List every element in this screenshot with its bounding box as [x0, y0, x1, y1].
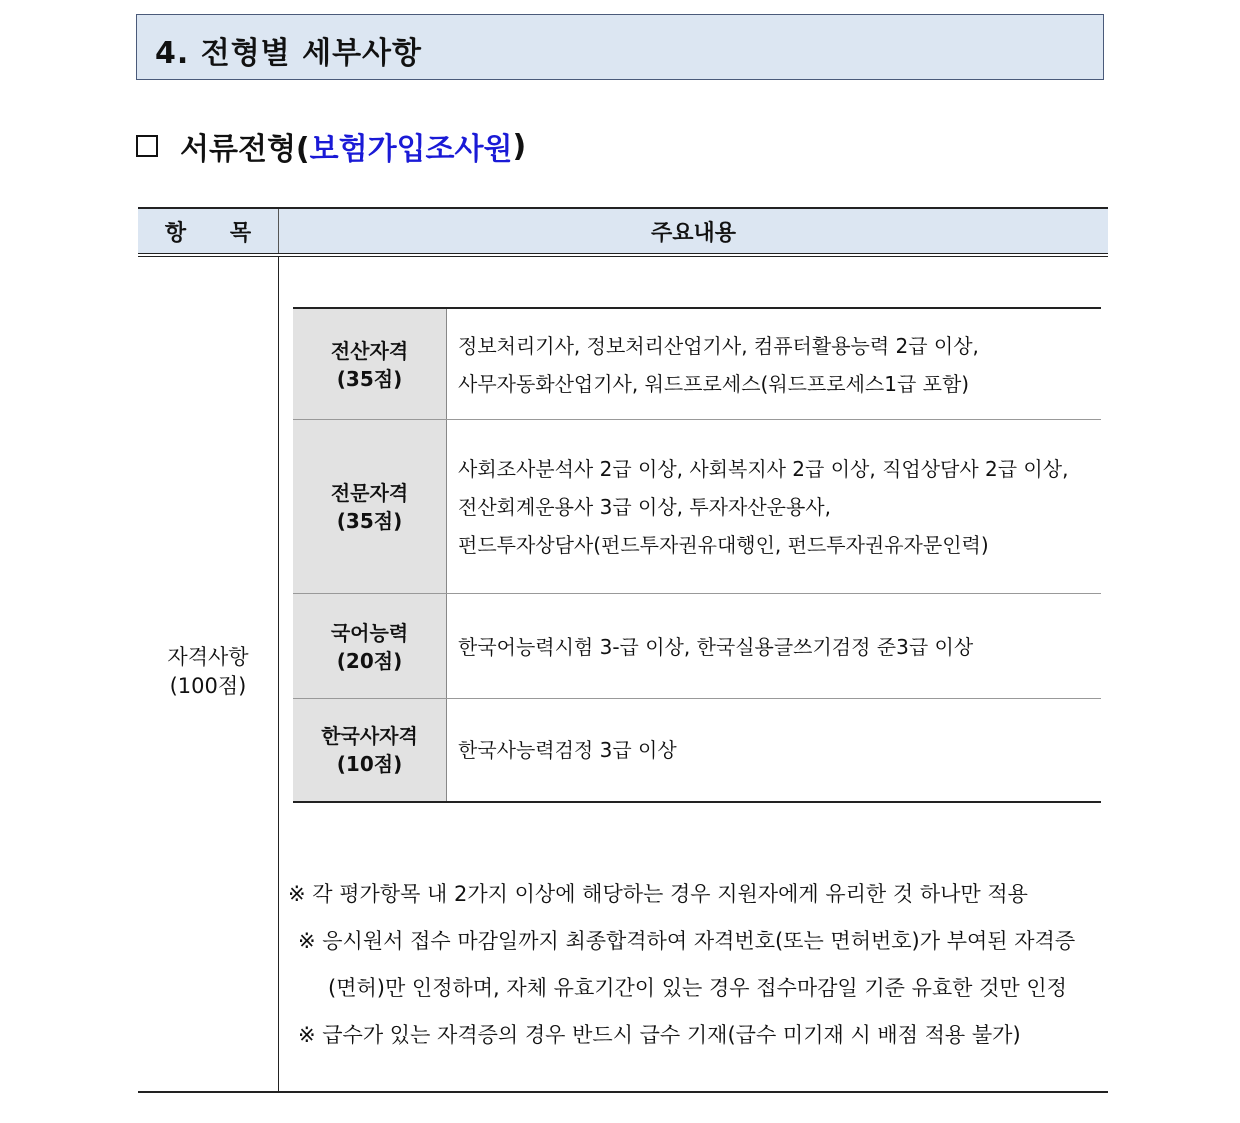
category-name: 자격사항: [167, 645, 249, 669]
table-header: [138, 207, 1108, 253]
row-content: 한국사능력검정 3급 이상: [458, 738, 677, 762]
row-content: 사회조사분석사 2급 이상, 사회복지사 2급 이상, 직업상담사 2급 이상, 전산회계운용사 3급 이상, 투자자산운용사, 펀드투자상담사(펀드투자권유대행인, 펀드투자권유자문인력): [458, 457, 1069, 557]
subheading-suffix: ): [512, 128, 527, 164]
note-line: ※ 각 평가항목 내 2가지 이상에 해당하는 경우 지원자에게 유리한 것 하나만 적용: [288, 882, 1028, 906]
category-score: (100점): [169, 674, 247, 698]
note-line: ※ 급수가 있는 자격증의 경우 반드시 급수 기재(급수 미기재 시 배점 적용 불가): [298, 1023, 1021, 1047]
subheading-prefix: 서류전형(: [180, 132, 310, 167]
category-label: [138, 643, 278, 701]
row-content: 한국어능력시험 3-급 이상, 한국실용글쓰기검정 준3급 이상: [458, 634, 974, 659]
checkbox-square-icon: [136, 135, 158, 157]
row-label: 전산자격 (35점): [293, 309, 446, 420]
subheading-highlight: 보험가입조사원: [309, 132, 513, 167]
section-title-box: [136, 14, 1104, 80]
header-item: 항 목: [164, 220, 270, 246]
table-row: [293, 594, 1101, 699]
row-label: 전문자격 (35점): [293, 420, 446, 594]
header-content: 주요내용: [650, 220, 736, 246]
row-label: 국어능력 (20점): [293, 594, 446, 699]
evaluation-table: [138, 207, 1108, 1093]
table-row: [293, 699, 1101, 801]
criteria-subtable: [293, 307, 1101, 803]
subheading: [136, 124, 526, 168]
table-row: [293, 420, 1101, 594]
section-title: 4. 전형별 세부사항: [155, 36, 423, 71]
row-content: 정보처리기사, 정보처리산업기사, 컴퓨터활용능력 2급 이상, 사무자동화산업기사, 워드프로세스(워드프로세스1급 포함): [458, 333, 979, 396]
note-line: (면허)만 인정하며, 자체 유효기간이 있는 경우 접수마감일 기준 유효한 것만 인정: [328, 976, 1067, 1000]
note-line: ※ 응시원서 접수 마감일까지 최종합격하여 자격번호(또는 면허번호)가 부여된 자격증: [298, 929, 1076, 953]
row-label: 한국사자격 (10점): [293, 699, 446, 801]
notes: [288, 871, 1076, 1059]
table-row: [293, 309, 1101, 420]
